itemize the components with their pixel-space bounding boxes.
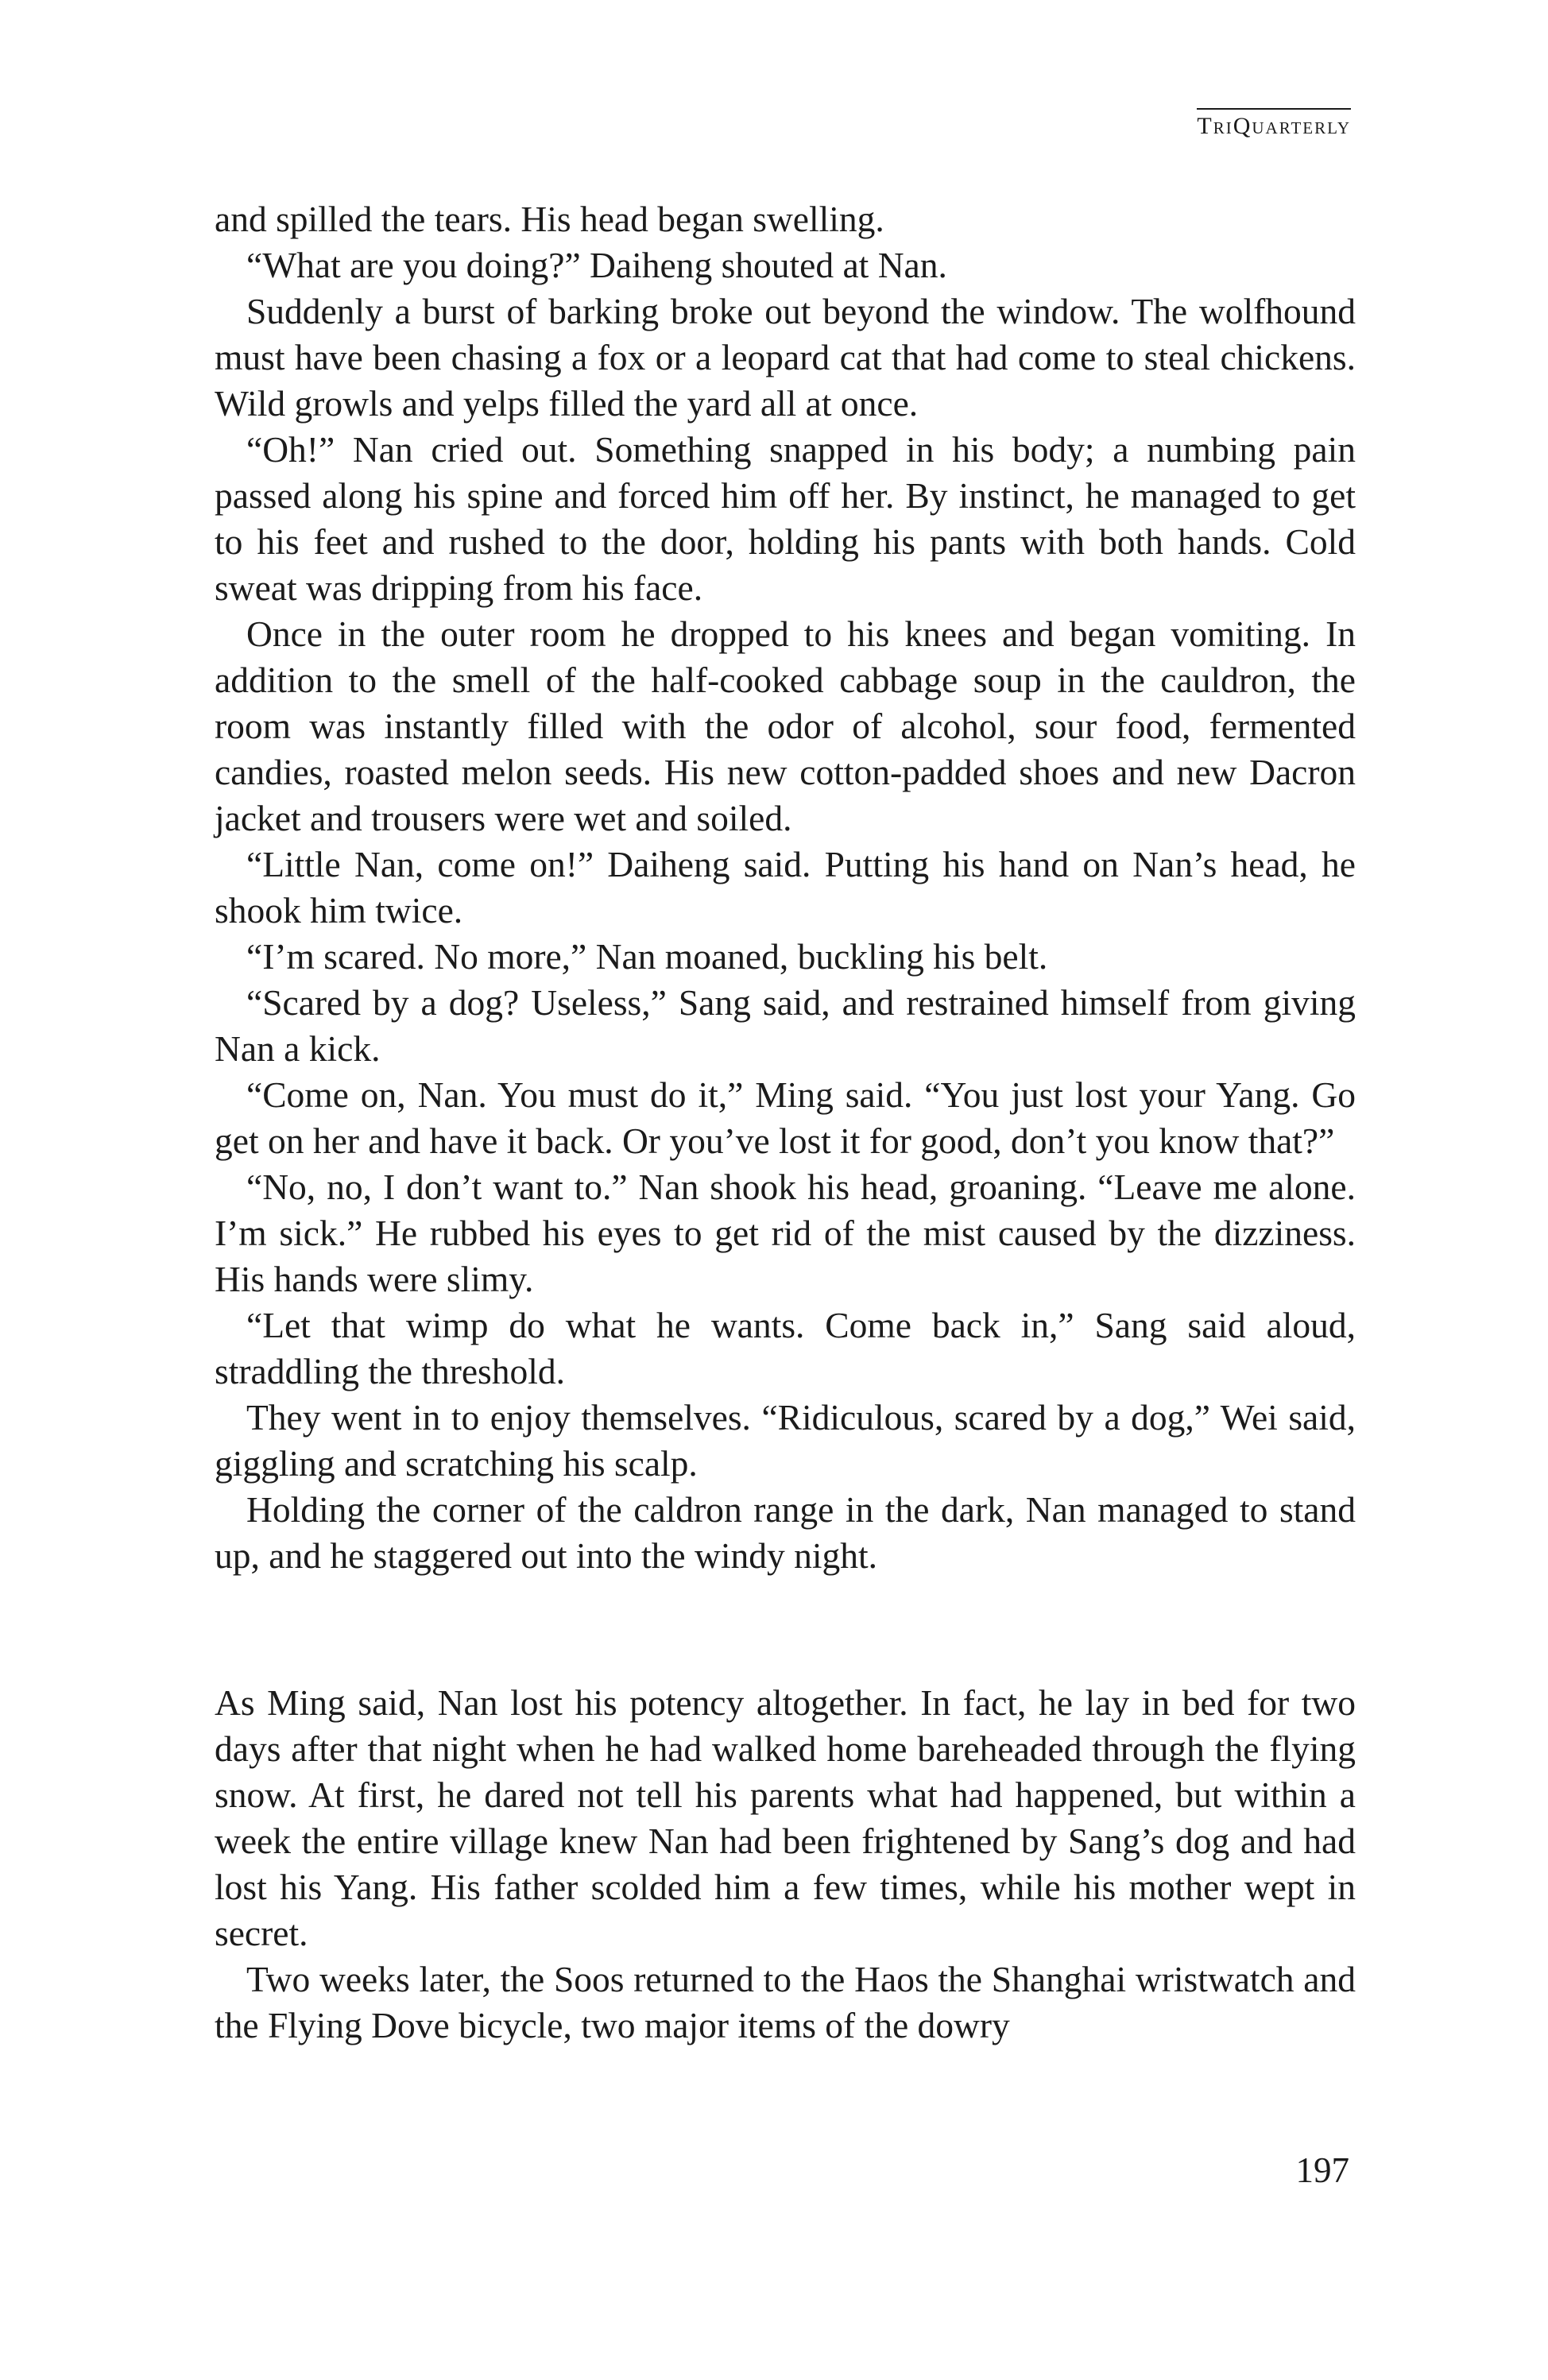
paragraph: Two weeks later, the Soos returned to the Haos the Shanghai wristwatch and the Flying Dove bicycle, two major items of the dowry [215,1959,1356,2045]
paragraph: “Oh!” Nan cried out. Something snapped in his body; a numbing pain passed along his spine and forced him off her. By instinct, he managed to get to his feet and rushed to the door, holding his pants with both hands. Cold sweat was dripping from his face. [215,429,1356,608]
paragraph: and spilled the tears. His head began swelling. [215,199,884,239]
paragraph: “Let that wimp do what he wants. Come back in,” Sang said aloud, straddling the threshold. [215,1305,1356,1391]
paragraph: “Little Nan, come on!” Daiheng said. Putting his hand on Nan’s head, he shook him twice. [215,844,1356,931]
paragraph: “Come on, Nan. You must do it,” Ming said. “You just lost your Yang. Go get on her and have it back. Or you’ve lost it for good, don’t you know that?” [215,1074,1356,1161]
paragraph: Suddenly a burst of barking broke out beyond the window. The wolfhound must have been chasing a fox or a leopard cat that had come to steal chickens. Wild growls and yelps filled the yard all at once. [215,291,1356,424]
paragraph: “I’m scared. No more,” Nan moaned, buckling his belt. [246,936,1048,977]
paragraph: As Ming said, Nan lost his potency altogether. In fact, he lay in bed for two days after that night when he had walked home bareheaded through the flying snow. At first, he dared not tell his parents what had happened, but within a week the entire village knew Nan had been frightened by Sang’s dog and had lost his Yang. His father scolded him a few times, while his mother wept in secret. [215,1682,1356,1953]
running-head-text: TriQuarterly [1197,113,1351,139]
paragraph: “Scared by a dog? Useless,” Sang said, and restrained himself from giving Nan a kick. [215,982,1356,1069]
paragraph: “No, no, I don’t want to.” Nan shook his head, groaning. “Leave me alone. I’m sick.” He rubbed his eyes to get rid of the mist caused by the dizziness. His hands were slimy. [215,1167,1356,1299]
paragraph: Holding the corner of the caldron range in the dark, Nan managed to stand up, and he staggered out into the windy night. [215,1489,1356,1576]
page-number: 197 [1295,2150,1349,2190]
running-head [1197,108,1351,140]
paragraph: They went in to enjoy themselves. “Ridiculous, scared by a dog,” Wei said, giggling and scratching his scalp. [215,1397,1356,1484]
paragraph: Once in the outer room he dropped to his knees and began vomiting. In addition to the smell of the half-cooked cabbage soup in the cauldron, the room was instantly filled with the odor of alcohol, sour food, fermented candies, roasted melon seeds. His new cotton-padded shoes and new Dacron jacket and trousers were wet and soiled. [215,613,1356,838]
text-section-2 [215,1680,1356,2049]
paragraph: “What are you doing?” Daiheng shouted at Nan. [246,245,947,285]
text-section-1 [215,196,1356,1579]
